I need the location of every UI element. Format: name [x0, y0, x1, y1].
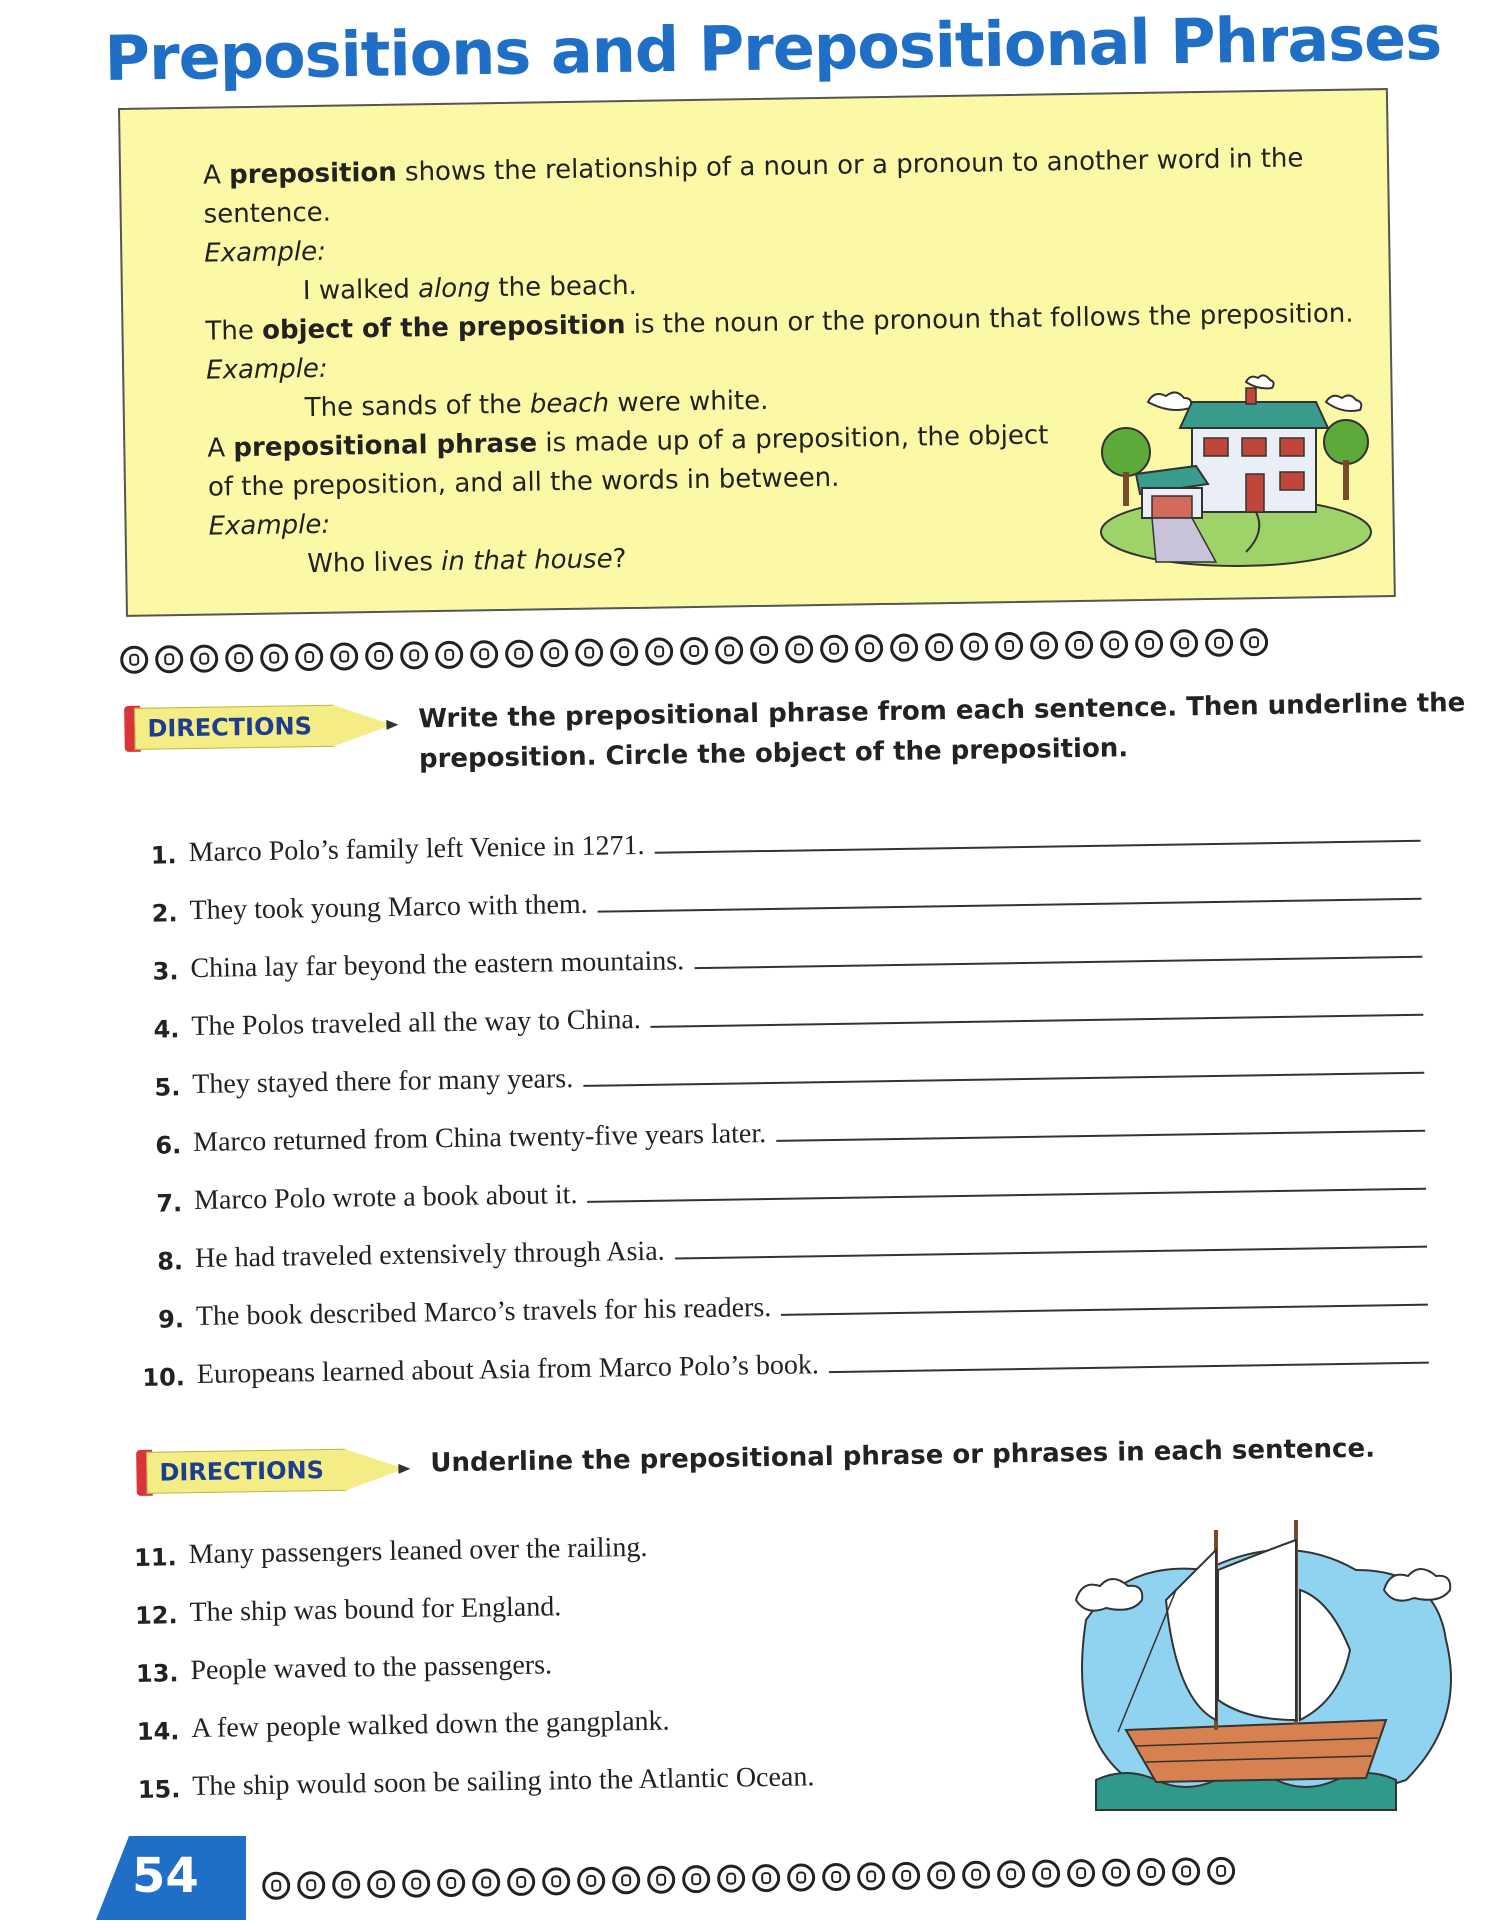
decorative-dot-icon	[855, 634, 883, 662]
directions-1	[124, 679, 1466, 784]
directions-text: Write the prepositional phrase from each sentence. Then underline the preposition. Circle the object of the preposition.	[418, 687, 1466, 775]
directions-2	[136, 1425, 1375, 1500]
decorative-dot-icon	[297, 1871, 325, 1899]
example-label: Example:	[208, 509, 331, 542]
ship-illustration	[1056, 1510, 1460, 1830]
decorative-dot-icon	[1100, 630, 1128, 658]
decorative-dot-icon	[927, 1861, 955, 1889]
decorative-dot-icon	[542, 1867, 570, 1895]
decorative-dot-icon	[1135, 630, 1163, 658]
item-number: 10.	[142, 1363, 186, 1392]
decorative-dot-icon	[645, 637, 673, 665]
decorative-dot-icon	[787, 1863, 815, 1891]
decorative-dot-icon	[1030, 631, 1058, 659]
decorative-dot-icon	[925, 633, 953, 661]
decorative-dot-icon	[505, 640, 533, 668]
item-sentence: People waved to the passengers.	[190, 1649, 553, 1687]
decorative-dot-icon	[750, 636, 778, 664]
decorative-dot-icon	[647, 1866, 675, 1894]
decorative-dot-icon	[120, 646, 148, 674]
decorative-dot-icon	[400, 641, 428, 669]
decorative-dot-icon	[612, 1866, 640, 1894]
decorative-dot-icon	[190, 644, 218, 672]
decorative-dot-icon	[155, 645, 183, 673]
item-sentence: A few people walked down the gangplank.	[191, 1705, 670, 1745]
example-sentence: Who lives in that house?	[306, 544, 627, 580]
decorative-dot-icon	[435, 641, 463, 669]
decorative-dot-icon	[1170, 629, 1198, 657]
decorative-dot-icon	[1032, 1859, 1060, 1887]
decorative-dot-icon	[822, 1863, 850, 1891]
decorative-dot-icon	[402, 1869, 430, 1897]
item-number: 12.	[134, 1601, 178, 1630]
exercise-item	[134, 1734, 915, 1804]
decorative-dot-icon	[960, 632, 988, 660]
decorative-dot-icon	[367, 1870, 395, 1898]
directions-text: Underline the prepositional phrase or phrases in each sentence.	[430, 1433, 1376, 1479]
decorative-dot-border-top	[120, 628, 1268, 674]
item-sentence: The Polos traveled all the way to China.	[191, 1004, 642, 1043]
house-illustration	[1096, 362, 1376, 572]
decorative-dot-icon	[472, 1868, 500, 1896]
item-sentence: China lay far beyond the eastern mountains.	[190, 945, 685, 985]
answer-line[interactable]	[776, 1130, 1425, 1142]
item-number: 13.	[135, 1659, 179, 1688]
item-number: 3.	[152, 957, 179, 986]
item-sentence: The ship was bound for England.	[189, 1591, 562, 1629]
decorative-dot-icon	[295, 643, 323, 671]
item-number: 9.	[157, 1305, 185, 1334]
item-number: 15.	[137, 1775, 181, 1804]
item-sentence: The book described Marco’s travels for his readers.	[195, 1291, 772, 1333]
directions-label: DIRECTIONS	[146, 1449, 347, 1494]
item-number: 2.	[151, 899, 178, 928]
item-number: 8.	[157, 1247, 184, 1276]
decorative-dot-icon	[820, 635, 848, 663]
decorative-dot-icon	[680, 637, 708, 665]
decorative-dot-icon	[1137, 1858, 1165, 1886]
decorative-dot-icon	[995, 632, 1023, 660]
item-sentence: Marco Polo’s family left Venice in 1271.	[188, 829, 645, 869]
decorative-dot-icon	[260, 643, 288, 671]
decorative-dot-icon	[262, 1872, 290, 1900]
decorative-dot-icon	[330, 642, 358, 670]
directions-label: DIRECTIONS	[134, 705, 335, 750]
decorative-dot-icon	[1102, 1858, 1130, 1886]
exercise-2-list	[130, 1502, 914, 1804]
decorative-dot-icon	[1067, 1859, 1095, 1887]
item-number: 5.	[154, 1073, 181, 1102]
decorative-dot-icon	[1172, 1857, 1200, 1885]
item-number: 1.	[150, 841, 177, 870]
rule-phrase-definition: A prepositional phrase is made up of a preposition, the object	[207, 420, 1049, 464]
rule-preposition-definition: A preposition shows the relationship of a noun or a pronoun to another word in the	[202, 143, 1304, 191]
decorative-dot-icon	[682, 1865, 710, 1893]
item-sentence: They stayed there for many years.	[192, 1063, 574, 1101]
item-sentence: The ship would soon be sailing into the Atlantic Ocean.	[192, 1761, 815, 1803]
decorative-dot-icon	[507, 1868, 535, 1896]
decorative-dot-icon	[857, 1862, 885, 1890]
item-number: 6.	[155, 1131, 182, 1160]
page-number: 54	[96, 1836, 246, 1920]
example-label: Example:	[205, 353, 328, 386]
decorative-dot-icon	[717, 1864, 745, 1892]
decorative-dot-icon	[365, 642, 393, 670]
example-sentence: I walked along the beach.	[302, 270, 638, 307]
item-sentence: Marco returned from China twenty-five years later.	[192, 1118, 767, 1159]
decorative-dot-icon	[1240, 628, 1268, 656]
page-title: Prepositions and Prepositional Phrases	[104, 1, 1442, 95]
item-sentence: Europeans learned about Asia from Marco Polo’s book.	[196, 1349, 820, 1391]
item-number: 4.	[153, 1015, 180, 1044]
decorative-dot-icon	[997, 1860, 1025, 1888]
decorative-dot-icon	[540, 639, 568, 667]
decorative-dot-icon	[1207, 1857, 1235, 1885]
decorative-dot-icon	[437, 1869, 465, 1897]
decorative-dot-icon	[752, 1864, 780, 1892]
example-sentence: The sands of the beach were white.	[304, 385, 769, 424]
decorative-dot-icon	[715, 636, 743, 664]
item-sentence: Marco Polo wrote a book about it.	[193, 1179, 578, 1217]
item-sentence: Many passengers leaned over the railing.	[188, 1531, 648, 1571]
item-sentence: He had traveled extensively through Asia.	[194, 1235, 665, 1275]
decorative-dot-icon	[332, 1870, 360, 1898]
decorative-dot-icon	[225, 644, 253, 672]
exercise-1-list	[130, 792, 1429, 1392]
decorative-dot-border-bottom	[262, 1857, 1235, 1900]
decorative-dot-icon	[577, 1867, 605, 1895]
answer-line[interactable]	[781, 1304, 1428, 1316]
answer-line[interactable]	[829, 1362, 1429, 1373]
crayon-icon	[136, 1440, 419, 1500]
decorative-dot-icon	[892, 1862, 920, 1890]
decorative-dot-icon	[1065, 631, 1093, 659]
example-label: Example:	[204, 236, 327, 269]
decorative-dot-icon	[1205, 629, 1233, 657]
decorative-dot-icon	[785, 635, 813, 663]
decorative-dot-icon	[962, 1861, 990, 1889]
rule-text: A preposition shows the relationship of a noun or a pronoun to another word in the sentence. Example: I walked along the beach. The object of the preposition is the noun or the pronoun that follows the preposition. Example: The sands of the beach were white. A prepositional phrase is made up of a preposition, the object of the preposition, and all the words in between. Example: Who lives in that house?	[203, 139, 1358, 586]
decorative-dot-icon	[470, 640, 498, 668]
decorative-dot-icon	[610, 638, 638, 666]
item-number: 14.	[136, 1717, 180, 1746]
decorative-dot-icon	[575, 638, 603, 666]
rule-object-definition: The object of the preposition is the noun or the pronoun that follows the preposition.	[205, 298, 1354, 347]
item-sentence: They took young Marco with them.	[189, 888, 588, 927]
crayon-icon	[124, 696, 407, 756]
item-number: 11.	[133, 1543, 177, 1572]
decorative-dot-icon	[890, 633, 918, 661]
item-number: 7.	[156, 1189, 183, 1218]
